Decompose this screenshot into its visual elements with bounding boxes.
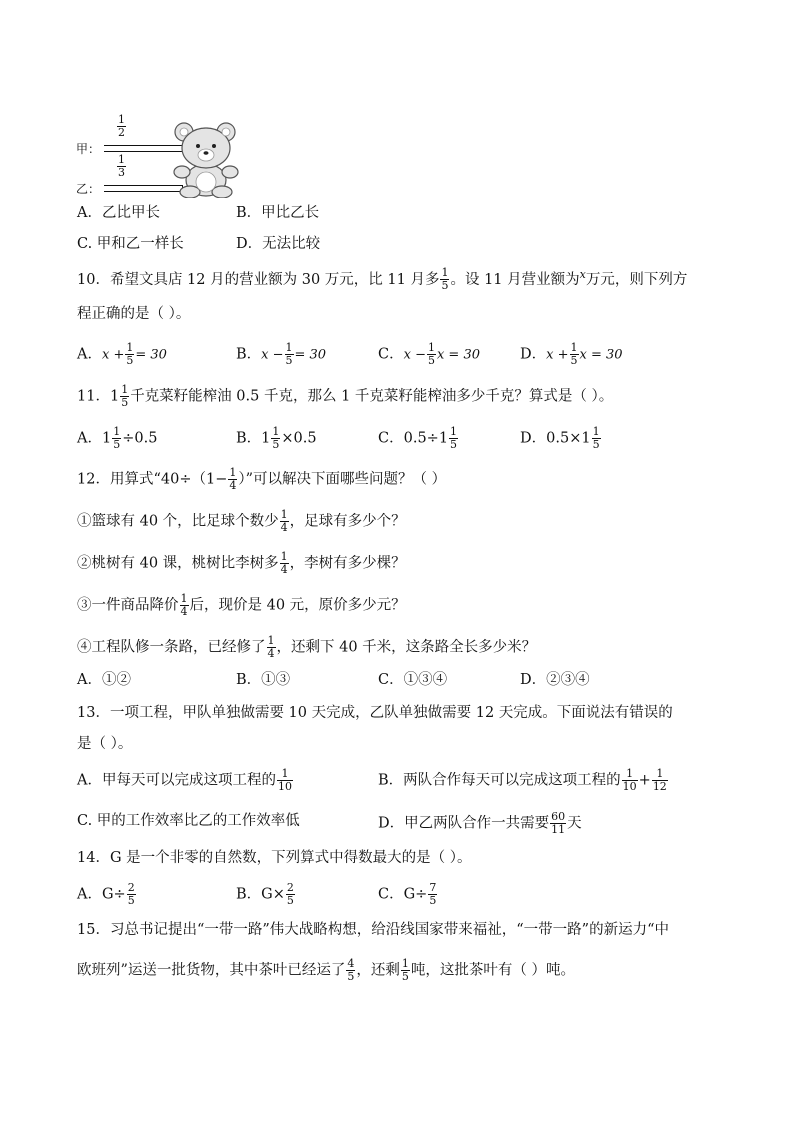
q10-option-b[interactable]: B．x − $\frac{1}{5}$ = 30 bbox=[236, 341, 327, 367]
q13-line1: 13．一项工程，甲队单独做需要 10 天完成，乙队单独做需要 12 天完成。下面说法有错误的 bbox=[77, 705, 673, 721]
q12-option-d[interactable]: D．②③④ bbox=[520, 672, 590, 688]
q9-option-d[interactable]: D．无法比较 bbox=[236, 236, 321, 252]
q14-option-c[interactable]: C．G÷ $\frac{7}{5}$ bbox=[378, 881, 437, 907]
q14-option-a[interactable]: A．G÷ $\frac{2}{5}$ bbox=[77, 881, 135, 907]
yi-label: 乙： bbox=[76, 182, 101, 196]
q13-option-c[interactable]: C. 甲的工作效率比乙的工作效率低 bbox=[77, 813, 300, 829]
q13-option-a[interactable]: A．甲每天可以完成这项工程的 $\frac{1}{10}$ bbox=[77, 767, 292, 793]
q10-option-d[interactable]: D．x + $\frac{1}{5}$ x = 30 bbox=[520, 341, 623, 367]
q10-line1: 10．希望文具店 12 月的营业额为 30 万元，比 11 月多 $\frac{1}{5}$ 。设 11 月营业额为$^x$万元，则下列方 bbox=[77, 266, 688, 293]
teddy-bear-icon bbox=[170, 120, 242, 198]
q10-option-a[interactable]: A．x + $\frac{1}{5}$ = 30 bbox=[77, 341, 167, 367]
q12-line: 12．用算式“40÷（1− $\frac{1}{4}$ ）”可以解决下面哪些问题？（ ） bbox=[77, 466, 447, 492]
bar-figure bbox=[72, 112, 272, 202]
q9-option-b[interactable]: B．甲比乙长 bbox=[236, 205, 320, 221]
q11-option-b[interactable]: B．1 $\frac{1}{5}$ ×0.5 bbox=[236, 425, 317, 451]
q15-line1: 15．习总书记提出“一带一路”伟大战略构想，给沿线国家带来福祉，“一带一路”的新运力“中 bbox=[77, 922, 670, 938]
q10-option-c[interactable]: C．x − $\frac{1}{5}$ x = 30 bbox=[378, 341, 480, 367]
q12-option-c[interactable]: C．①③④ bbox=[378, 672, 448, 688]
q9-option-c[interactable]: C. 甲和乙一样长 bbox=[77, 236, 184, 252]
jia-fraction: 1 2 bbox=[118, 113, 125, 139]
q15-line2: 欧班列”运送一批货物，其中茶叶已经运了 $\frac{4}{5}$ ，还剩 $\frac{1}{5}$ 吨，这批茶叶有（ ）吨。 bbox=[77, 957, 576, 983]
q14-line: 14．G 是一个非零的自然数，下列算式中得数最大的是（ ）。 bbox=[77, 850, 472, 866]
q10-fraction: $\frac{1}{5}$ bbox=[441, 266, 449, 293]
q13-option-b[interactable]: B．两队合作每天可以完成这项工程的 $\frac{1}{10}$ + $\frac{1}{12}$ bbox=[378, 767, 667, 793]
q11-option-d[interactable]: D．0.5×1 $\frac{1}{5}$ bbox=[520, 425, 600, 451]
q13-option-d[interactable]: D．甲乙两队合作一共需要 $\frac{60}{11}$ 天 bbox=[378, 810, 582, 836]
q12-item-3: ③一件商品降价 $\frac{1}{4}$ 后，现价是 40 元，原价多少元？ bbox=[77, 592, 406, 618]
yi-fraction: 1 3 bbox=[118, 153, 125, 179]
q11-line: 11．1 $\frac{1}{5}$ 千克菜籽能榨油 0.5 千克，那么 1 千克菜籽能榨油多少千克？算式是（ ）。 bbox=[77, 383, 614, 409]
q12-option-b[interactable]: B．①③ bbox=[236, 672, 291, 688]
q14-option-b[interactable]: B．G× $\frac{2}{5}$ bbox=[236, 881, 294, 907]
q12-item-4: ④工程队修一条路，已经修了 $\frac{1}{4}$ ，还剩下 40 千米，这条路全长多少米？ bbox=[77, 634, 537, 660]
q12-option-a[interactable]: A．①② bbox=[77, 672, 131, 688]
q13-line2: 是（ ）。 bbox=[77, 736, 133, 752]
q12-item-2: ②桃树有 40 课，桃树比李树多 $\frac{1}{4}$ ，李树有多少棵？ bbox=[77, 550, 406, 576]
q12-item-1: ①篮球有 40 个，比足球个数少 $\frac{1}{4}$ ，足球有多少个？ bbox=[77, 508, 406, 534]
q9-option-a[interactable]: A．乙比甲长 bbox=[77, 205, 160, 221]
q10-line2: 程正确的是（ ）。 bbox=[77, 306, 191, 322]
jia-label: 甲： bbox=[76, 142, 101, 156]
q11-option-c[interactable]: C．0.5÷1 $\frac{1}{5}$ bbox=[378, 425, 458, 451]
q11-option-a[interactable]: A．1 $\frac{1}{5}$ ÷0.5 bbox=[77, 425, 158, 451]
